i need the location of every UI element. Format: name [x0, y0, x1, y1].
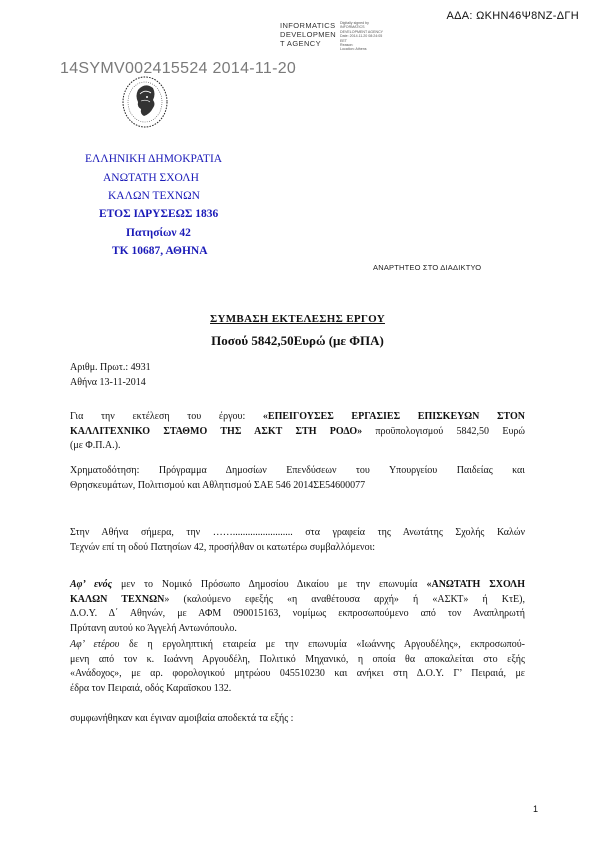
letterhead-school: ΑΝΩΤΑΤΗ ΣΧΟΛΗ — [103, 172, 199, 184]
signature-org-line: INFORMATICS — [280, 21, 336, 30]
party-two-line: «Ανάδοχος», με αρ. φορολογικού μητρώου 045510230 και ανήκει στη Δ.Ο.Υ. Γ’ Πειραιά, με — [70, 668, 525, 679]
project-name: ΚΑΛΛΙΤΕΧΝΙΚΟ ΣΤΑΘΜΟ ΤΗΣ ΑΣΚΤ ΣΤΗ ΡΟΔΟ» — [70, 425, 363, 437]
party-one-paragraph — [70, 578, 525, 636]
party-one-text: μεν το Νομικό Πρόσωπο Δημοσίου Δικαίου με την επωνυμία — [112, 579, 427, 590]
party-one-name: ΚΑΛΩΝ ΤΕΧΝΩΝ — [70, 593, 165, 605]
signature-details — [340, 21, 383, 52]
project-line — [70, 425, 525, 440]
signature-detail-line: INFORMATICS — [340, 25, 365, 30]
contract-title: ΣΥΜΒΑΣΗ ΕΚΤΕΛΕΣΗΣ ΕΡΓΟΥ — [210, 313, 385, 325]
party-two-line: μενη από τον κ. Ιωάννη Αργουδέλη, Πολιτικό Μηχανικό, η οποία θα αποκαλείται στο εξής — [70, 653, 525, 665]
signature-detail-line: Location: Athens — [340, 47, 367, 52]
project-line — [70, 410, 525, 425]
project-line: (με Φ.Π.Α.). — [70, 440, 121, 451]
party-two-text: δε η εργοληπτική εταιρεία με την επωνυμία «Ιωάννης Αργουδέλης», εκπροσωπού- — [119, 639, 526, 650]
closing-line: συμφωνήθηκαν και έγιναν αμοιβαία αποδεκτά τα εξής : — [70, 713, 294, 724]
party-one-line — [70, 578, 525, 593]
letterhead-postal: ΤΚ 10687, ΑΘΗΝΑ — [112, 245, 208, 257]
web-posting-note: ΑΝΑΡΤΗΤΕΟ ΣΤΟ ΔΙΑΔΙΚΤΥΟ — [373, 263, 482, 272]
signature-detail-line: Reason: — [340, 43, 354, 48]
party-one-line: Πρύτανη αυτού κο Άγγελή Αντωνόπουλο. — [70, 622, 237, 634]
project-text: Για την εκτέλεση του έργου: — [70, 411, 263, 422]
contract-amount-title: Ποσού 5842,50Ευρώ (με ΦΠΑ) — [211, 333, 384, 348]
signature-org-line: DEVELOPMEN — [280, 30, 337, 39]
funding-paragraph — [70, 464, 525, 493]
athena-seal-icon — [120, 74, 170, 130]
party-two-line: έδρα τον Πειραιά, οδός Καραϊσκου 132. — [70, 682, 232, 694]
intro-line: Τεχνών επί τη οδού Πατησίων 42, προσήλθαν οι κατωτέρω συμβαλλόμενοι: — [70, 541, 376, 553]
intro-line: Στην Αθήνα σήμερα, την ……........................ στα γραφεία της Ανωτάτης Σχολής Καλών — [70, 527, 525, 538]
party-two-label: Αφ’ ετέρου — [70, 639, 120, 650]
letterhead-founded: ΕΤΟΣ ΙΔΡΥΣΕΩΣ 1836 — [99, 208, 219, 220]
funding-line: Θρησκευμάτων, Πολιτισμού και Αθλητισμού ΣΑΕ 546 2014ΣΕ54600077 — [70, 479, 366, 491]
document-date: Αθήνα 13-11-2014 — [70, 377, 146, 388]
project-name: «ΕΠΕΙΓΟΥΣΕΣ ΕΡΓΑΣΙΕΣ ΕΠΙΣΚΕΥΩΝ ΣΤΟΝ — [262, 411, 525, 422]
signature-organization — [280, 21, 336, 48]
party-one-line — [70, 593, 525, 608]
party-one-label: Αφ’ ενός — [70, 579, 113, 590]
ada-code: ΑΔΑ: ΩΚΗΝ46Ψ8ΝΖ-ΔΓΗ — [446, 10, 579, 22]
letterhead-school-name: ΚΑΛΩΝ ΤΕΧΝΩΝ — [108, 190, 200, 202]
project-paragraph — [70, 410, 525, 454]
letterhead-street: Πατησίων 42 — [126, 227, 191, 239]
signature-org-line: T AGENCY — [280, 39, 321, 48]
party-one-name: «ΑΝΩΤΑΤΗ ΣΧΟΛΗ — [426, 579, 525, 590]
party-one-line: Δ.Ο.Υ. Δ΄ Αθηνών, με ΑΦΜ 090015163, νομίμως εκπροσωπούμενο από τον Αναπληρωτή — [70, 608, 525, 619]
funding-line: Χρηματοδότηση: Πρόγραμμα Δημοσίων Επενδύσεων του Υπουργείου Παιδείας και — [70, 465, 525, 476]
party-two-paragraph — [70, 638, 525, 696]
signature-detail-line: DEVELOPMENT AGENCY — [340, 29, 384, 34]
letterhead-country: ΕΛΛΗΝΙΚΗ ΔΗΜΟΚΡΑΤΙΑ — [85, 153, 223, 165]
party-two-line — [70, 638, 525, 653]
intro-paragraph — [70, 526, 525, 555]
party-one-text: » (καλούμενο εφεξής «η αναθέτουσα αρχή» ή «ΑΣΚΤ» ή ΚτΕ), — [164, 593, 525, 605]
signature-detail-line: Date: 2014.11.20 08:24:05 — [340, 34, 383, 39]
protocol-number: Αριθμ. Πρωτ.: 4931 — [70, 362, 151, 373]
signature-detail-line: EET — [340, 38, 347, 43]
document-stamp: 14SYMV002415524 2014-11-20 — [60, 60, 297, 77]
signature-detail-line: Digitally signed by — [340, 21, 369, 25]
page-number: 1 — [533, 804, 539, 814]
project-budget: προϋπολογισμού 5842,50 Ευρώ — [362, 425, 525, 437]
